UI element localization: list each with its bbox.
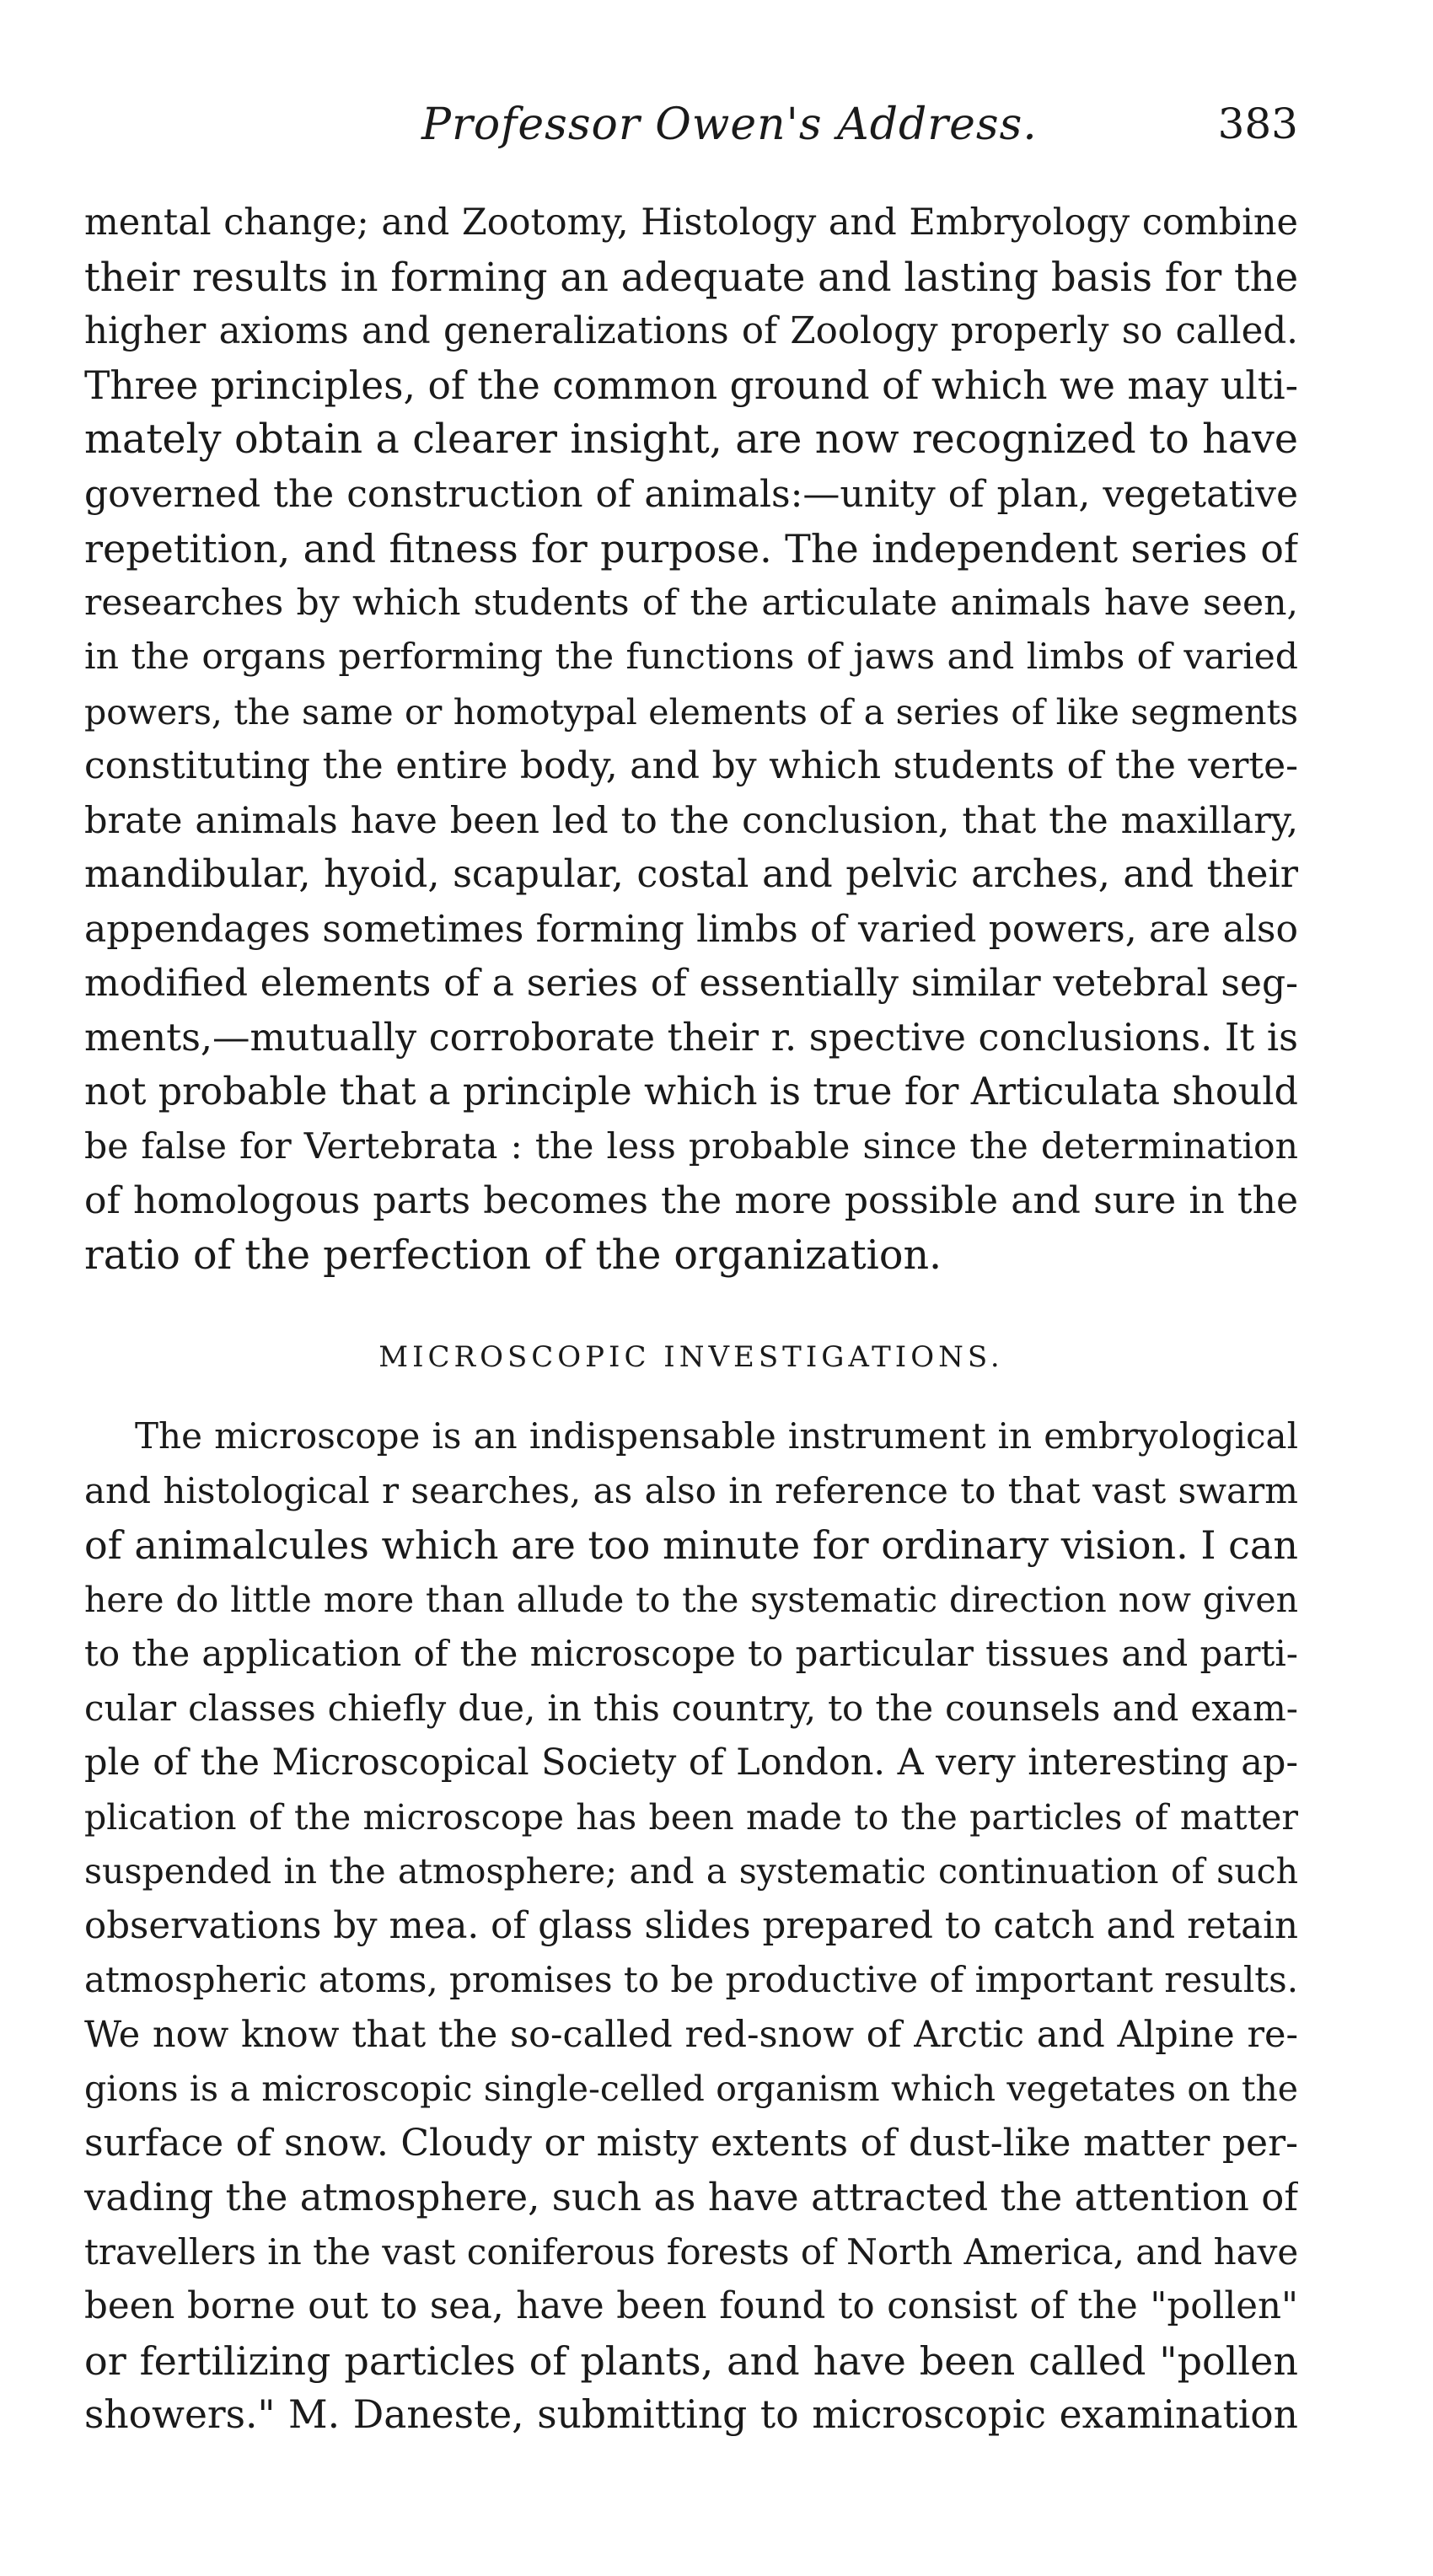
text-line: mately obtain a clearer insight, are now recognized to have <box>84 416 1298 463</box>
text-line: appendages sometimes forming limbs of varied powers, are also <box>84 907 1298 951</box>
page-number: 383 <box>1217 99 1298 148</box>
text-line: vading the atmosphere, such as have attracted the attention of <box>84 2175 1298 2219</box>
text-line: not probable that a principle which is true for Articulata should <box>84 1071 1298 1114</box>
running-title: Professor Owen's Address. <box>421 99 1038 150</box>
section-heading: MICROSCOPIC INVESTIGATIONS. <box>378 1340 1004 1374</box>
text-line: surface of snow. Cloudy or misty extents of dust-like matter per- <box>84 2121 1298 2165</box>
text-line: showers." M. Daneste, submitting to microscopic examination <box>84 2392 1298 2437</box>
text-line: travellers in the vast coniferous forests of North America, and have <box>84 2230 1298 2273</box>
text-line: researches by which students of the articulate animals have seen, <box>84 582 1298 624</box>
text-line: powers, the same or homotypal elements of a series of like segments <box>84 691 1298 733</box>
text-line: be false for Vertebrata : the less probable since the determination <box>84 1125 1298 1167</box>
text-line: ments,—mutually corroborate their r. spective conclusions. It is <box>84 1016 1298 1060</box>
text-line: of homologous parts becomes the more possible and sure in the <box>84 1179 1298 1222</box>
text-line: observations by mea. of glass slides prepared to catch and retain <box>84 1904 1298 1947</box>
text-line: The microscope is an indispensable instrument in embryological <box>135 1415 1298 1457</box>
text-line: higher axioms and generalizations of Zoology properly so called. <box>84 310 1298 352</box>
text-line: governed the construction of animals:—unity of plan, vegetative <box>84 472 1298 516</box>
text-line: or fertilizing particles of plants, and have been called "pollen <box>84 2337 1298 2384</box>
text-line: mental change; and Zootomy, Histology and Embryology combine <box>84 201 1298 244</box>
running-head <box>84 99 1298 158</box>
text-line: to the application of the microscope to particular tissues and parti- <box>84 1633 1298 1674</box>
text-line: their results in forming an adequate and lasting basis for the <box>84 254 1298 300</box>
text-line: gions is a microscopic single-celled organism which vegetates on the <box>84 2069 1298 2109</box>
text-line: repetition, and fitness for purpose. The independent series of <box>84 526 1298 572</box>
text-line: constituting the entire body, and by which students of the verte- <box>84 744 1298 787</box>
text-line: ratio of the perfection of the organization. <box>84 1232 942 1279</box>
text-line: Three principles, of the common ground of which we may ulti- <box>84 362 1298 408</box>
text-line: modified elements of a series of essentially similar vetebral seg- <box>84 962 1298 1005</box>
text-line: mandibular, hyoid, scapular, costal and pelvic arches, and their <box>84 853 1298 896</box>
paragraph-owen-principles <box>84 196 1298 1283</box>
text-line: been borne out to sea, have been found to consist of the "pollen" <box>84 2285 1298 2327</box>
text-line: plication of the microscope has been made to the particles of matter <box>84 1796 1298 1838</box>
text-line: We now know that the so-called red-snow of Arctic and Alpine re- <box>84 2013 1298 2056</box>
text-line: here do little more than allude to the systematic direction now given <box>84 1579 1298 1620</box>
text-line: and histological r searches, as also in reference to that vast swarm <box>84 1469 1298 1511</box>
text-line: ple of the Microscopical Society of London. A very interesting ap- <box>84 1741 1298 1784</box>
text-line: cular classes chiefly due, in this country, to the counsels and exam- <box>84 1687 1298 1729</box>
text-line: suspended in the atmosphere; and a systematic continuation of such <box>84 1851 1298 1892</box>
text-line: brate animals have been led to the conclusion, that the maxillary, <box>84 799 1298 842</box>
paragraph-microscopic <box>84 1409 1298 2443</box>
text-line: of animalcules which are too minute for ordinary vision. I can <box>84 1522 1298 1568</box>
text-line: in the organs performing the functions of jaws and limbs of varied <box>84 636 1298 678</box>
text-line: atmospheric atoms, promises to be productive of important results. <box>84 1959 1298 2000</box>
